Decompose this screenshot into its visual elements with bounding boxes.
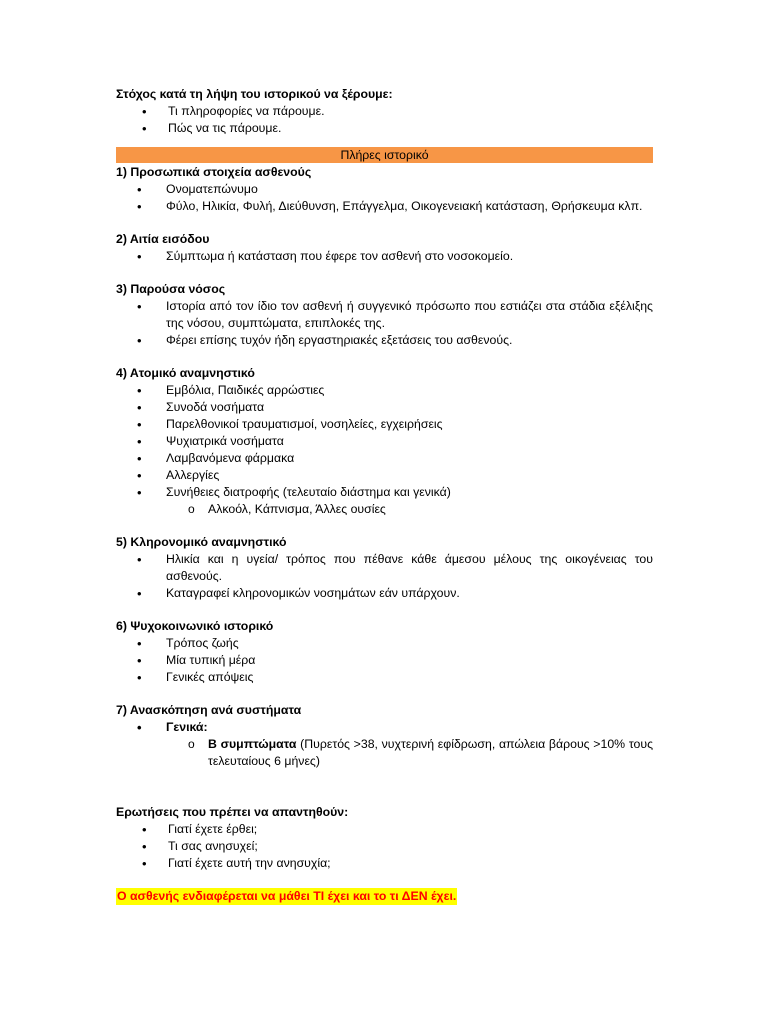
document-page	[116, 86, 653, 905]
list-item: • Γενικές απόψεις	[116, 669, 653, 686]
list-item: • Παρελθονικοί τραυματισμοί, νοσηλείες, εγχειρήσεις	[116, 416, 653, 433]
list-item: • Συνήθειες διατροφής (τελευταίο διάστημα και γενικά)	[116, 484, 653, 501]
section-7-list	[116, 719, 653, 736]
intro-list	[116, 103, 653, 137]
questions-list	[116, 821, 653, 872]
list-item: • Τρόπος ζωής	[116, 635, 653, 652]
list-item: • Συνοδά νοσήματα	[116, 399, 653, 416]
section-banner: Πλήρες ιστορικό	[116, 147, 653, 163]
list-item: • Ηλικία και η υγεία/ τρόπος που πέθανε κάθε άμεσου μέλους της οικογένειας του ασθενούς.	[116, 551, 653, 585]
sub-list-item	[116, 736, 653, 770]
section-title-2: 2) Αιτία εισόδου	[116, 232, 210, 246]
list-item: • Ονοματεπώνυμο	[116, 181, 653, 198]
section-title-6: 6) Ψυχοκοινωνικό ιστορικό	[116, 619, 274, 633]
section-5-list	[116, 551, 653, 602]
section-6-list	[116, 635, 653, 686]
section-title-3: 3) Παρούσα νόσος	[116, 282, 226, 296]
section-4-list	[116, 382, 653, 501]
sub-list-item: o Αλκοόλ, Κάπνισμα, Άλλες ουσίες	[116, 501, 653, 518]
list-item: • Σύμπτωμα ή κατάσταση που έφερε τον ασθενή στο νοσοκομείο.	[116, 248, 653, 265]
list-item: • Τι πληροφορίες να πάρουμε.	[116, 103, 653, 120]
section-1-list	[116, 181, 653, 215]
section-7-sublist	[116, 736, 653, 770]
list-item: • Εμβόλια, Παιδικές αρρώστιες	[116, 382, 653, 399]
section-title-5: 5) Κληρονομικό αναμνηστικό	[116, 535, 287, 549]
section-4-sublist	[116, 501, 653, 518]
list-item: • Πώς να τις πάρουμε.	[116, 120, 653, 137]
list-item: • Γιατί έχετε αυτή την ανησυχία;	[116, 855, 653, 872]
b-symptoms-label: Β συμπτώματα	[208, 737, 297, 751]
questions-title: Ερωτήσεις που πρέπει να απαντηθούν:	[116, 805, 349, 819]
list-item: • Γιατί έχετε έρθει;	[116, 821, 653, 838]
list-item: • Φύλο, Ηλικία, Φυλή, Διεύθυνση, Επάγγελμα, Οικογενειακή κατάσταση, Θρήσκευμα κλπ.	[116, 198, 653, 215]
section-title-7: 7) Ανασκόπηση ανά συστήματα	[116, 703, 302, 717]
list-item: • Ψυχιατρικά νοσήματα	[116, 433, 653, 450]
intro-title: Στόχος κατά τη λήψη του ιστορικού να ξέρουμε:	[116, 87, 393, 101]
list-item: • Αλλεργίες	[116, 467, 653, 484]
list-item: • Ιστορία από τον ίδιο τον ασθενή ή συγγενικό πρόσωπο που εστιάζει στα στάδια εξέλιξης της νόσου, συμπτώματα, επιπλοκές της.	[116, 298, 653, 332]
list-item: • Λαμβανόμενα φάρμακα	[116, 450, 653, 467]
list-item-general: • Γενικά:	[116, 719, 653, 736]
list-item: • Τι σας ανησυχεί;	[116, 838, 653, 855]
section-title-4: 4) Ατομικό αναμνηστικό	[116, 366, 255, 380]
b-symptoms-detail: (Πυρετός >38, νυχτερινή εφίδρωση, απώλεια βάρους >10% τους τελευταίους 6 μήνες)	[208, 737, 653, 768]
closing-highlight: Ο ασθενής ενδιαφέρεται να μάθει ΤΙ έχει και το τι ΔΕΝ έχει.	[117, 889, 457, 903]
section-2-list	[116, 248, 653, 265]
list-item: • Καταγραφεί κληρονομικών νοσημάτων εάν υπάρχουν.	[116, 585, 653, 602]
section-3-list	[116, 298, 653, 349]
list-item: • Μία τυπική μέρα	[116, 652, 653, 669]
section-title-1: 1) Προσωπικά στοιχεία ασθενούς	[116, 165, 312, 179]
list-item: • Φέρει επίσης τυχόν ήδη εργαστηριακές εξετάσεις του ασθενούς.	[116, 332, 653, 349]
